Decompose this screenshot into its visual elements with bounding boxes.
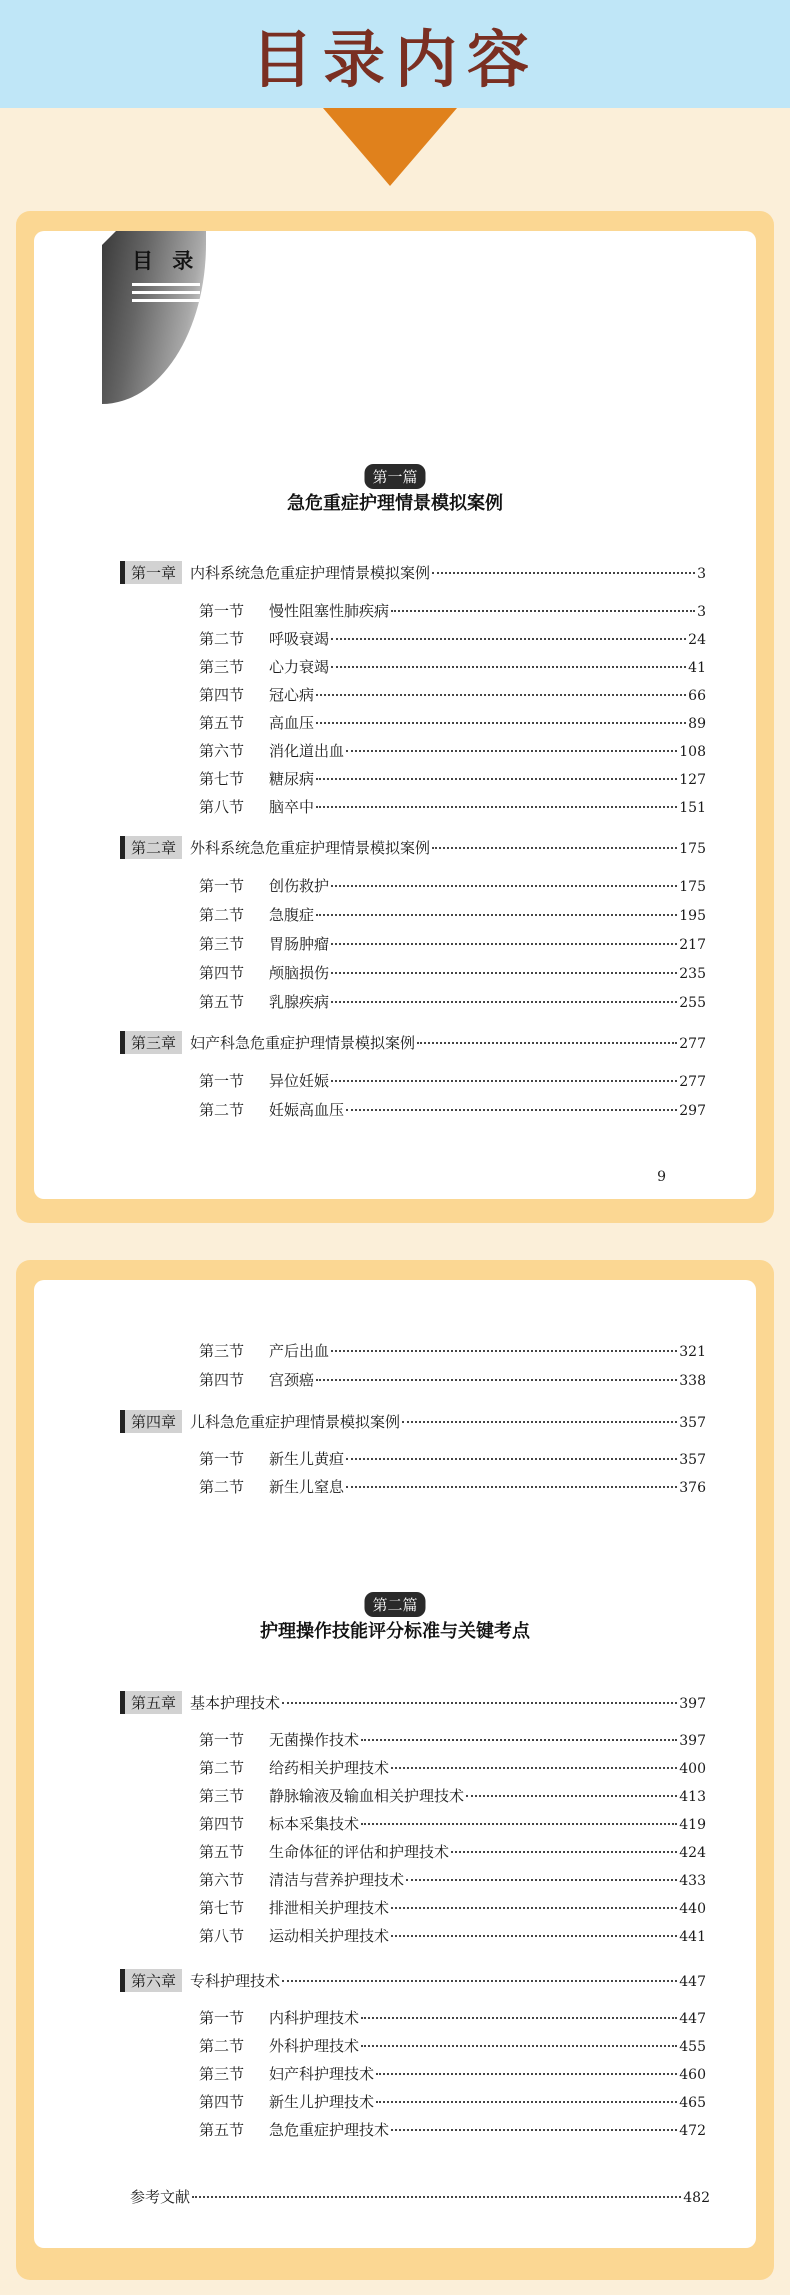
- section-title: 静脉输液及输血相关护理技术: [269, 1787, 465, 1805]
- page-ref: 24: [688, 632, 706, 648]
- chapter-title: 外科系统急危重症护理情景模拟案例: [190, 839, 431, 857]
- toc-section-entry[interactable]: [199, 2119, 706, 2141]
- toc-page-2: [34, 1280, 756, 2248]
- page-ref: 357: [679, 1415, 706, 1431]
- section-title: 新生儿窒息: [269, 1478, 345, 1496]
- toc-references-entry[interactable]: [130, 2186, 710, 2208]
- section-title: 妇产科护理技术: [269, 2065, 375, 2083]
- toc-corner-title: 目 录: [132, 249, 200, 273]
- section-title: 异位妊娠: [269, 1072, 330, 1090]
- page-ref: 127: [679, 772, 706, 788]
- section-label: 第四节: [199, 686, 245, 704]
- leader-dots: [346, 1486, 677, 1488]
- leader-dots: [391, 2129, 677, 2131]
- toc-section-entry[interactable]: [199, 1925, 706, 1947]
- toc-section-entry[interactable]: [199, 991, 706, 1013]
- leader-dots: [361, 2045, 677, 2047]
- section-label: 第一节: [199, 877, 245, 895]
- toc-chapter-entry[interactable]: [120, 836, 706, 858]
- page-ref: 397: [679, 1733, 706, 1749]
- chapter-title: 基本护理技术: [190, 1694, 281, 1712]
- section-label: 第三节: [199, 1787, 245, 1805]
- leader-dots: [282, 1702, 677, 1704]
- toc-section-entry[interactable]: [199, 712, 706, 734]
- leader-dots: [391, 610, 695, 612]
- toc-section-entry[interactable]: [199, 740, 706, 762]
- page-ref: 3: [697, 566, 706, 582]
- page-ref: 440: [679, 1901, 706, 1917]
- toc-chapter-entry[interactable]: [120, 1410, 706, 1432]
- toc-chapter-entry[interactable]: [120, 561, 706, 583]
- page-ref: 455: [679, 2039, 706, 2055]
- section-title: 标本采集技术: [269, 1815, 360, 1833]
- page-ref: 235: [679, 966, 706, 982]
- decor-line: [132, 291, 200, 294]
- leader-dots: [402, 1421, 677, 1423]
- section-title: 慢性阻塞性肺疾病: [269, 602, 390, 620]
- toc-section-entry[interactable]: [199, 768, 706, 790]
- section-label: 第五节: [199, 993, 245, 1011]
- leader-dots: [331, 972, 677, 974]
- toc-section-entry[interactable]: [199, 1099, 706, 1121]
- section-label: 第二节: [199, 906, 245, 924]
- toc-chapter-entry[interactable]: [120, 1691, 706, 1713]
- leader-dots: [282, 1980, 677, 1982]
- page-ref: 447: [679, 2011, 706, 2027]
- leader-dots: [331, 943, 677, 945]
- toc-section-entry[interactable]: [199, 1070, 706, 1092]
- page-ref: 151: [679, 800, 706, 816]
- leader-dots: [361, 1739, 677, 1741]
- leader-dots: [432, 847, 677, 849]
- section-title: 宫颈癌: [269, 1371, 315, 1389]
- section-label: 第五节: [199, 714, 245, 732]
- section-title: 创伤救护: [269, 877, 330, 895]
- toc-section-entry[interactable]: [199, 628, 706, 650]
- page-header: [0, 0, 790, 108]
- leader-dots: [346, 1109, 677, 1111]
- page-ref: 447: [679, 1974, 706, 1990]
- page-ref: 424: [679, 1845, 706, 1861]
- leader-dots: [432, 572, 695, 574]
- toc-section-entry[interactable]: [199, 1869, 706, 1891]
- page-ref: 195: [679, 908, 706, 924]
- page-ref: 255: [679, 995, 706, 1011]
- leader-dots: [331, 638, 686, 640]
- toc-section-entry[interactable]: [199, 1757, 706, 1779]
- page-ref: 441: [679, 1929, 706, 1945]
- page-ref: 175: [679, 879, 706, 895]
- part-title: 护理操作技能评分标准与关键考点: [260, 1621, 530, 1642]
- section-label: 第一节: [199, 1450, 245, 1468]
- chapter-label: 第二章: [120, 836, 182, 859]
- toc-section-entry[interactable]: [199, 1369, 706, 1391]
- page-ref: 465: [679, 2095, 706, 2111]
- toc-chapter-entry[interactable]: [120, 1969, 706, 1991]
- section-title: 内科护理技术: [269, 2009, 360, 2027]
- toc-section-entry[interactable]: [199, 600, 706, 622]
- page-ref: 66: [688, 688, 706, 704]
- header-title: 目录内容: [250, 22, 539, 96]
- decor-line: [132, 283, 200, 286]
- section-label: 第三节: [199, 2065, 245, 2083]
- section-label: 第三节: [199, 658, 245, 676]
- page-ref: 413: [679, 1789, 706, 1805]
- toc-section-entry[interactable]: [199, 1785, 706, 1807]
- decor-line: [132, 299, 200, 302]
- section-title: 高血压: [269, 714, 315, 732]
- section-label: 第四节: [199, 1371, 245, 1389]
- chapter-label: 第六章: [120, 1969, 182, 1992]
- toc-chapter-entry[interactable]: [120, 1031, 706, 1053]
- leader-dots: [316, 722, 686, 724]
- section-title: 脑卒中: [269, 798, 315, 816]
- section-title: 妊娠高血压: [269, 1101, 345, 1119]
- section-label: 第三节: [199, 935, 245, 953]
- section-label: 第一节: [199, 2009, 245, 2027]
- section-label: 第四节: [199, 964, 245, 982]
- section-label: 第二节: [199, 2037, 245, 2055]
- leader-dots: [331, 1350, 677, 1352]
- leader-dots: [406, 1879, 677, 1881]
- section-label: 第五节: [199, 1843, 245, 1861]
- chapter-title: 儿科急危重症护理情景模拟案例: [190, 1413, 401, 1431]
- section-title: 胃肠肿瘤: [269, 935, 330, 953]
- toc-section-entry[interactable]: [199, 1729, 706, 1751]
- section-label: 第四节: [199, 2093, 245, 2111]
- page-ref: 460: [679, 2067, 706, 2083]
- leader-dots: [192, 2196, 681, 2198]
- leader-dots: [331, 1080, 677, 1082]
- section-title: 心力衰竭: [269, 658, 330, 676]
- chapter-label: 第四章: [120, 1410, 182, 1433]
- leader-dots: [346, 750, 677, 752]
- toc-corner-decoration: [102, 231, 206, 404]
- toc-section-entry[interactable]: [199, 1813, 706, 1835]
- leader-dots: [331, 885, 677, 887]
- leader-dots: [376, 2073, 677, 2075]
- toc-section-entry[interactable]: [199, 1340, 706, 1362]
- page-ref: 277: [679, 1036, 706, 1052]
- section-label: 第七节: [199, 770, 245, 788]
- part-title: 急危重症护理情景模拟案例: [287, 493, 503, 514]
- toc-section-entry[interactable]: [199, 2035, 706, 2057]
- section-label: 第三节: [199, 1342, 245, 1360]
- section-title: 产后出血: [269, 1342, 330, 1360]
- section-label: 第五节: [199, 2121, 245, 2139]
- section-title: 运动相关护理技术: [269, 1927, 390, 1945]
- section-title: 排泄相关护理技术: [269, 1899, 390, 1917]
- leader-dots: [361, 2017, 677, 2019]
- section-label: 第一节: [199, 1072, 245, 1090]
- leader-dots: [346, 1458, 677, 1460]
- section-title: 消化道出血: [269, 742, 345, 760]
- leader-dots: [451, 1851, 677, 1853]
- page-ref: 321: [679, 1344, 706, 1360]
- leader-dots: [316, 1379, 677, 1381]
- section-label: 第二节: [199, 630, 245, 648]
- section-title: 乳腺疾病: [269, 993, 330, 1011]
- toc-section-entry[interactable]: [199, 2091, 706, 2113]
- page-ref: 433: [679, 1873, 706, 1889]
- section-label: 第七节: [199, 1899, 245, 1917]
- chapter-title: 专科护理技术: [190, 1972, 281, 1990]
- section-title: 无菌操作技术: [269, 1731, 360, 1749]
- section-title: 清洁与营养护理技术: [269, 1871, 405, 1889]
- section-title: 呼吸衰竭: [269, 630, 330, 648]
- section-label: 第一节: [199, 1731, 245, 1749]
- leader-dots: [376, 2101, 677, 2103]
- toc-section-entry[interactable]: [199, 1841, 706, 1863]
- section-title: 外科护理技术: [269, 2037, 360, 2055]
- page-ref: 397: [679, 1696, 706, 1712]
- leader-dots: [466, 1795, 677, 1797]
- toc-section-entry[interactable]: [199, 796, 706, 818]
- section-title: 急危重症护理技术: [269, 2121, 390, 2139]
- page-ref: 175: [679, 841, 706, 857]
- toc-section-entry[interactable]: [199, 1448, 706, 1470]
- leader-dots: [331, 1001, 677, 1003]
- section-title: 生命体征的评估和护理技术: [269, 1843, 450, 1861]
- section-label: 第八节: [199, 798, 245, 816]
- section-label: 第六节: [199, 1871, 245, 1889]
- toc-panel-1: [16, 211, 774, 1223]
- chapter-title: 内科系统急危重症护理情景模拟案例: [190, 564, 431, 582]
- section-title: 给药相关护理技术: [269, 1759, 390, 1777]
- leader-dots: [391, 1767, 677, 1769]
- page-ref: 277: [679, 1074, 706, 1090]
- leader-dots: [361, 1823, 677, 1825]
- toc-page-1: [34, 231, 756, 1199]
- section-label: 第一节: [199, 602, 245, 620]
- section-title: 急腹症: [269, 906, 315, 924]
- page-ref: 108: [679, 744, 706, 760]
- references-title: 参考文献: [130, 2188, 191, 2206]
- page-ref: 400: [679, 1761, 706, 1777]
- chapter-label: 第一章: [120, 561, 182, 584]
- page-number: 9: [657, 1169, 666, 1185]
- toc-section-entry[interactable]: [199, 656, 706, 678]
- leader-dots: [391, 1935, 677, 1937]
- section-title: 冠心病: [269, 686, 315, 704]
- page-ref: 3: [697, 604, 706, 620]
- page-ref: 41: [688, 660, 706, 676]
- page-ref: 472: [679, 2123, 706, 2139]
- toc-section-entry[interactable]: [199, 2063, 706, 2085]
- leader-dots: [331, 666, 686, 668]
- page-ref: 217: [679, 937, 706, 953]
- part-tag: 第二篇: [364, 1592, 425, 1617]
- section-label: 第六节: [199, 742, 245, 760]
- toc-section-entry[interactable]: [199, 1476, 706, 1498]
- section-label: 第四节: [199, 1815, 245, 1833]
- toc-section-entry[interactable]: [199, 904, 706, 926]
- toc-section-entry[interactable]: [199, 1897, 706, 1919]
- leader-dots: [316, 778, 677, 780]
- section-title: 新生儿护理技术: [269, 2093, 375, 2111]
- page-ref: 482: [683, 2190, 710, 2206]
- down-arrow-icon: [323, 108, 457, 186]
- section-title: 糖尿病: [269, 770, 315, 788]
- section-title: 新生儿黄疸: [269, 1450, 345, 1468]
- page-ref: 297: [679, 1103, 706, 1119]
- section-label: 第二节: [199, 1478, 245, 1496]
- leader-dots: [316, 694, 686, 696]
- toc-section-entry[interactable]: [199, 2007, 706, 2029]
- page-ref: 419: [679, 1817, 706, 1833]
- section-label: 第八节: [199, 1927, 245, 1945]
- leader-dots: [316, 806, 677, 808]
- page-ref: 89: [688, 716, 706, 732]
- leader-dots: [316, 914, 677, 916]
- section-title: 颅脑损伤: [269, 964, 330, 982]
- toc-section-entry[interactable]: [199, 875, 706, 897]
- chapter-title: 妇产科急危重症护理情景模拟案例: [190, 1034, 416, 1052]
- page-ref: 376: [679, 1480, 706, 1496]
- page-ref: 357: [679, 1452, 706, 1468]
- section-label: 第二节: [199, 1101, 245, 1119]
- toc-section-entry[interactable]: [199, 684, 706, 706]
- section-label: 第二节: [199, 1759, 245, 1777]
- toc-section-entry[interactable]: [199, 933, 706, 955]
- page-ref: 338: [679, 1373, 706, 1389]
- toc-section-entry[interactable]: [199, 962, 706, 984]
- chapter-label: 第五章: [120, 1691, 182, 1714]
- part-tag: 第一篇: [364, 464, 425, 489]
- leader-dots: [417, 1042, 677, 1044]
- chapter-label: 第三章: [120, 1031, 182, 1054]
- leader-dots: [391, 1907, 677, 1909]
- toc-panel-2: [16, 1260, 774, 2280]
